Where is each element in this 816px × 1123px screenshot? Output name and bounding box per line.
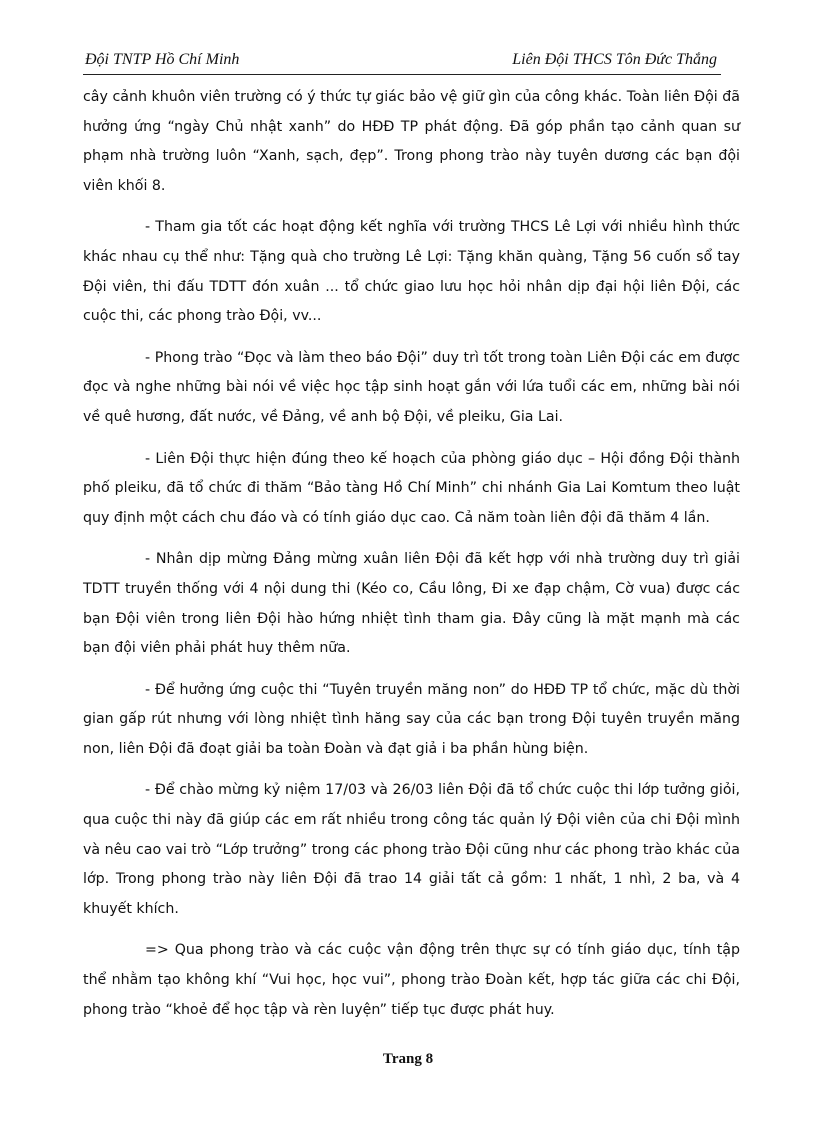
paragraph-reading-movement: - Phong trào “Đọc và làm theo báo Đội” duy trì tốt trong toàn Liên Đội các em được đọc và nghe những bài nói về việc học tập sinh hoạt gắn với lứa tuổi các em, những bài nói về quê hương, đất nước, về Đảng, về anh bộ Đội, về pleiku, Gia Lai. [83,349,740,425]
page-number: Trang 8 [382,1051,434,1067]
paragraph-conclusion: => Qua phong trào và các cuộc vận động trên thực sự có tính giáo dục, tính tập thể nhằm tạo không khí “Vui học, học vui”, phong trào Đoàn kết, hợp tác giữa các chi Đội, phong trào “khoẻ để học tập và rèn luyện” tiếp tục được phát huy. [83,942,740,1018]
header-organization: Đội TNTP Hồ Chí Minh [85,51,240,68]
paragraph-continuation: cây cảnh khuôn viên trường có ý thức tự giác bảo vệ giữ gìn của công khác. Toàn liên Đội đã hưởng ứng “ngày Chủ nhật xanh” do HĐĐ TP phát động. Đã góp phần tạo cảnh quan sư phạm nhà trường luôn “Xanh, sạch, đẹp”. Trong phong trào này tuyên dương các bạn đội viên khối 8. [83,89,740,194]
paragraph-sports-tournament: - Nhân dịp mừng Đảng mừng xuân liên Đội đã kết hợp với nhà trường duy trì giải TDTT truyền thống với 4 nội dung thi (Kéo co, Cầu lông, Đi xe đạp chậm, Cờ vua) được các bạn Đội viên trong liên Đội hào hứng nhiệt tình tham gia. Đây cũng là mặt mạnh mà các bạn đội viên phải phát huy thêm nữa. [83,551,740,657]
paragraph-museum-visit: - Liên Đội thực hiện đúng theo kế hoạch của phòng giáo dục – Hội đồng Đội thành phố pleiku, đã tổ chức đi thăm “Bảo tàng Hồ Chí Minh” chi nhánh Gia Lai Komtum theo luật quy định một cách chu đáo và có tính giáo dục cao. Cả năm toàn liên đội đã thăm 4 lần. [83,450,740,526]
header-school: Liên Đội THCS Tôn Đức Thắng [512,51,717,68]
paragraph-propaganda-contest: - Để hưởng ứng cuộc thi “Tuyên truyền măng non” do HĐĐ TP tổ chức, mặc dù thời gian gấp rút nhưng với lòng nhiệt tình hăng say của các bạn trong Đội tuyên truyền măng non, liên Đội đã đoạt giải ba toàn Đoàn và đạt giả i ba phần hùng biện. [83,681,740,757]
page-header [83,50,721,75]
paragraph-class-monitor-contest: - Để chào mừng kỷ niệm 17/03 và 26/03 liên Đội đã tổ chức cuộc thi lớp tưởng giỏi, qua cuộc thi này đã giúp các em rất nhiều trong công tác quản lý Đội viên của chi Đội mình và nêu cao vai trò “Lớp trưởng” trong các phong trào Đội cũng như các phong trào khác của lớp. Trong phong trào này liên Đội đã trao 14 giải tất cả gồm: 1 nhất, 1 nhì, 2 ba, và 4 khuyết khích. [83,782,740,917]
document-body [83,83,740,1037]
paragraph-twinning-activities: - Tham gia tốt các hoạt động kết nghĩa với trường THCS Lê Lợi với nhiều hình thức khác nhau cụ thể như: Tặng quà cho trường Lê Lợi: Tặng khăn quàng, Tặng 56 cuốn sổ tay Đội viên, thi đấu TDTT đón xuân ... tổ chức giao lưu học hỏi nhân dịp đại hội liên Đội, các cuộc thi, các phong trào Đội, vv... [83,219,740,325]
